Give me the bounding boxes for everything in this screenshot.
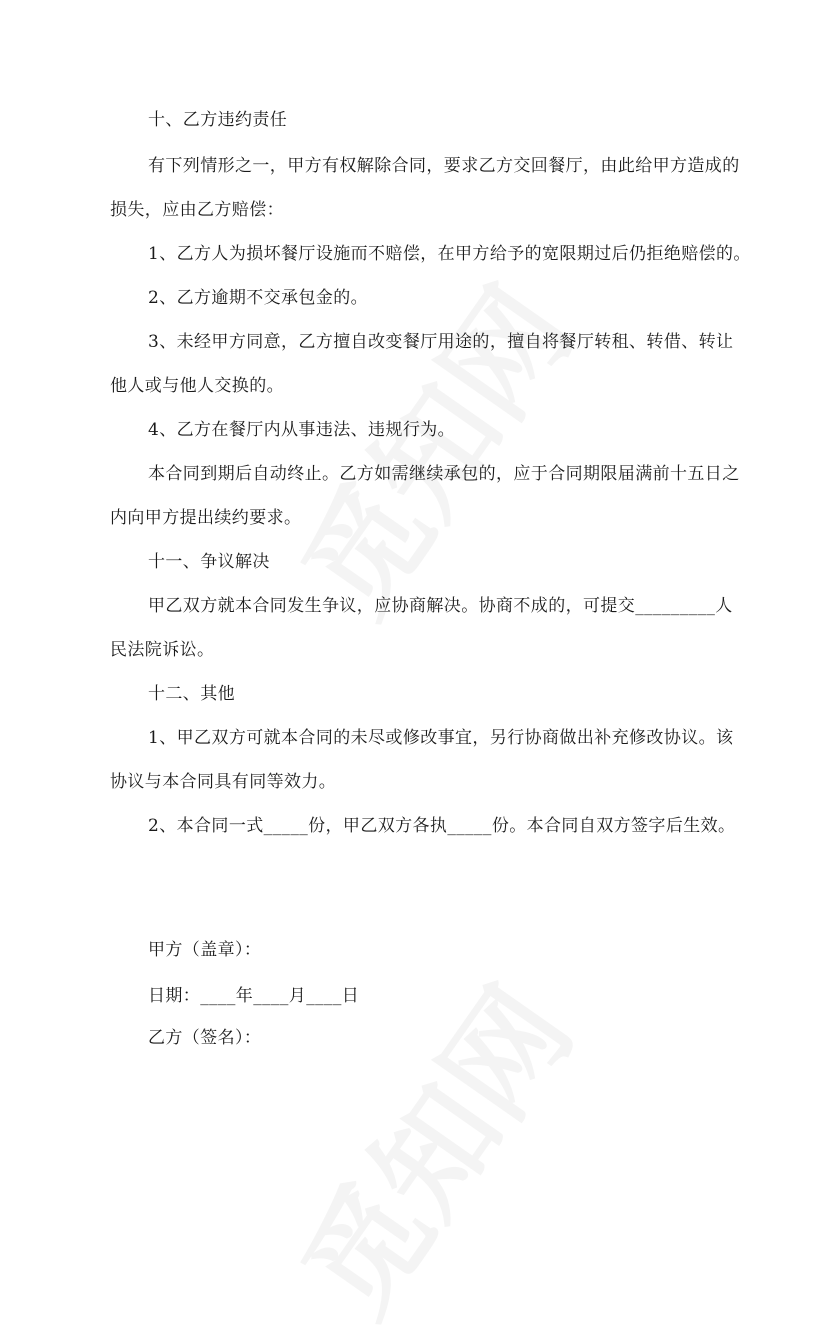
paragraph-line: 内向甲方提出续约要求。 — [110, 508, 302, 528]
paragraph-line: 本合同到期后自动终止。乙方如需继续承包的，应于合同期限届满前十五日之 — [148, 464, 740, 484]
section-heading-breach: 十、乙方违约责任 — [148, 110, 288, 130]
list-item: 2、乙方逾期不交承包金的。 — [148, 288, 369, 308]
paragraph-line: 协议与本合同具有同等效力。 — [110, 772, 337, 792]
section-heading-dispute: 十一、争议解决 — [148, 552, 270, 572]
list-item: 2、本合同一式_____份，甲乙双方各执_____份。本合同自双方签字后生效。 — [148, 816, 736, 836]
party-a-seal-label: 甲方（盖章）： — [148, 940, 262, 960]
list-item: 4、乙方在餐厅内从事违法、违规行为。 — [148, 420, 456, 440]
date-label: 日期：____年____月____日 — [148, 986, 360, 1006]
paragraph-line: 甲乙双方就本合同发生争议，应协商解决。协商不成的，可提交_________人 — [148, 596, 733, 616]
list-item: 1、甲乙双方可就本合同的未尽或修改事宜，另行协商做出补充修改协议。该 — [148, 728, 734, 748]
list-item: 1、乙方人为损坏餐厅设施而不赔偿，在甲方给予的宽限期过后仍拒绝赔偿的。 — [148, 244, 751, 264]
party-b-signature-label: 乙方（签名）： — [148, 1028, 262, 1048]
paragraph-line: 他人或与他人交换的。 — [110, 376, 284, 396]
watermark — [256, 949, 603, 1343]
section-heading-other: 十二、其他 — [148, 684, 235, 704]
paragraph-line: 有下列情形之一，甲方有权解除合同，要求乙方交回餐厅，由此给甲方造成的 — [148, 156, 740, 176]
list-item: 3、未经甲方同意，乙方擅自改变餐厅用途的，擅自将餐厅转租、转借、转让 — [148, 332, 734, 352]
paragraph-line: 损失，应由乙方赔偿： — [110, 200, 284, 220]
paragraph-line: 民法院诉讼。 — [110, 640, 215, 660]
